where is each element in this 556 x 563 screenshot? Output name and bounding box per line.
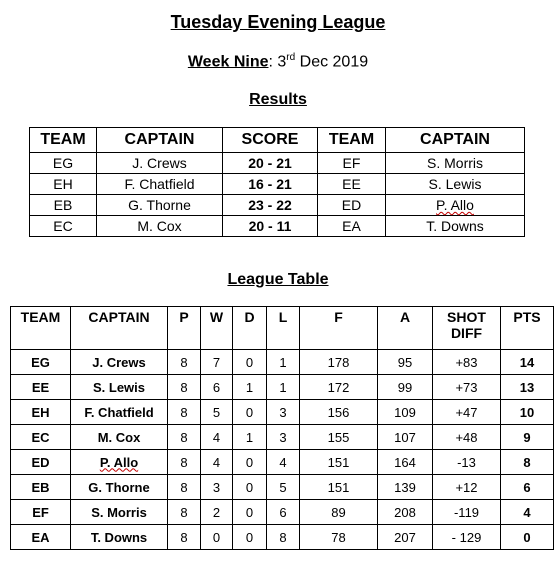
results-cell-team-away: ED [318, 195, 386, 216]
league-header-played: P [168, 307, 201, 350]
league-cell-shot-diff: -13 [433, 450, 501, 475]
results-cell-team: EC [30, 216, 97, 237]
league-header-row [11, 307, 554, 350]
league-cell-lost: 4 [267, 450, 300, 475]
league-cell-played: 8 [168, 500, 201, 525]
week-separator: : [268, 53, 278, 71]
results-cell-captain: J. Crews [97, 153, 223, 174]
league-row [11, 400, 554, 425]
league-cell-captain: S. Lewis [71, 375, 168, 400]
league-cell-against: 207 [378, 525, 433, 550]
league-cell-against: 208 [378, 500, 433, 525]
results-header-captain: CAPTAIN [97, 128, 223, 153]
league-cell-for: 151 [300, 450, 378, 475]
league-cell-points: 10 [501, 400, 554, 425]
league-cell-for: 155 [300, 425, 378, 450]
results-cell-team: EG [30, 153, 97, 174]
league-table-heading: League Table [227, 271, 329, 288]
results-cell-team: EB [30, 195, 97, 216]
league-cell-shot-diff: +47 [433, 400, 501, 425]
results-table [29, 127, 525, 237]
league-cell-played: 8 [168, 375, 201, 400]
league-header-lost: L [267, 307, 300, 350]
league-cell-won: 7 [201, 350, 233, 375]
results-header-team: TEAM [30, 128, 97, 153]
league-row [11, 425, 554, 450]
results-cell-captain-away: S. Lewis [386, 174, 525, 195]
league-cell-points: 8 [501, 450, 554, 475]
league-cell-shot-diff: - 129 [433, 525, 501, 550]
league-cell-lost: 3 [267, 400, 300, 425]
league-cell-against: 99 [378, 375, 433, 400]
results-cell-score: 20 - 21 [223, 153, 318, 174]
league-cell-against: 107 [378, 425, 433, 450]
page-title: Tuesday Evening League [170, 12, 386, 32]
league-cell-team: EB [11, 475, 71, 500]
results-row [30, 174, 525, 195]
league-cell-team: ED [11, 450, 71, 475]
results-row [30, 216, 525, 237]
league-cell-against: 139 [378, 475, 433, 500]
league-cell-won: 4 [201, 450, 233, 475]
league-header-shot-diff: SHOT DIFF [433, 307, 501, 350]
league-cell-captain: T. Downs [71, 525, 168, 550]
league-cell-captain: M. Cox [71, 425, 168, 450]
league-cell-lost: 5 [267, 475, 300, 500]
league-cell-lost: 8 [267, 525, 300, 550]
results-cell-captain-away: T. Downs [386, 216, 525, 237]
results-cell-team-away: EE [318, 174, 386, 195]
league-cell-captain: F. Chatfield [71, 400, 168, 425]
league-cell-played: 8 [168, 475, 201, 500]
results-header-team-away: TEAM [318, 128, 386, 153]
league-cell-played: 8 [168, 400, 201, 425]
league-cell-captain [71, 450, 168, 475]
league-cell-captain: S. Morris [71, 500, 168, 525]
league-cell-against: 164 [378, 450, 433, 475]
league-cell-for: 78 [300, 525, 378, 550]
results-cell-team-away: EF [318, 153, 386, 174]
league-cell-drawn: 0 [233, 525, 267, 550]
results-cell-captain: F. Chatfield [97, 174, 223, 195]
league-cell-team: EG [11, 350, 71, 375]
league-cell-shot-diff: -119 [433, 500, 501, 525]
league-cell-played: 8 [168, 525, 201, 550]
league-cell-won: 0 [201, 525, 233, 550]
league-cell-played: 8 [168, 450, 201, 475]
league-cell-won: 3 [201, 475, 233, 500]
results-cell-score: 16 - 21 [223, 174, 318, 195]
league-cell-won: 4 [201, 425, 233, 450]
league-cell-shot-diff: +48 [433, 425, 501, 450]
league-cell-team: EA [11, 525, 71, 550]
league-header-for: F [300, 307, 378, 350]
league-row [11, 350, 554, 375]
league-header-drawn: D [233, 307, 267, 350]
results-cell-score: 23 - 22 [223, 195, 318, 216]
league-row [11, 525, 554, 550]
league-cell-drawn: 1 [233, 375, 267, 400]
league-cell-team: EE [11, 375, 71, 400]
league-cell-drawn: 0 [233, 450, 267, 475]
results-cell-team: EH [30, 174, 97, 195]
league-cell-points: 9 [501, 425, 554, 450]
league-header-team: TEAM [11, 307, 71, 350]
spellcheck-underlined-text: P. Allo [99, 454, 139, 470]
spellcheck-underlined-text: P. Allo [436, 197, 474, 213]
league-cell-drawn: 1 [233, 425, 267, 450]
league-cell-played: 8 [168, 350, 201, 375]
league-cell-lost: 3 [267, 425, 300, 450]
league-cell-team: EH [11, 400, 71, 425]
league-cell-won: 2 [201, 500, 233, 525]
league-cell-for: 151 [300, 475, 378, 500]
week-day-ordinal: rd [286, 52, 296, 63]
results-cell-captain: G. Thorne [97, 195, 223, 216]
league-row [11, 500, 554, 525]
league-cell-drawn: 0 [233, 400, 267, 425]
results-header-score: SCORE [223, 128, 318, 153]
league-cell-drawn: 0 [233, 475, 267, 500]
league-cell-for: 89 [300, 500, 378, 525]
league-cell-points: 6 [501, 475, 554, 500]
league-cell-lost: 1 [267, 375, 300, 400]
results-row [30, 195, 525, 216]
league-cell-for: 172 [300, 375, 378, 400]
league-cell-against: 95 [378, 350, 433, 375]
league-cell-shot-diff: +12 [433, 475, 501, 500]
league-cell-team: EF [11, 500, 71, 525]
results-header-captain-away: CAPTAIN [386, 128, 525, 153]
league-cell-points: 13 [501, 375, 554, 400]
league-cell-lost: 6 [267, 500, 300, 525]
week-date-rest: Dec 2019 [295, 53, 369, 71]
league-cell-shot-diff: +83 [433, 350, 501, 375]
results-row [30, 153, 525, 174]
week-label: Week Nine [187, 53, 269, 71]
results-cell-captain-away [386, 195, 525, 216]
league-cell-for: 156 [300, 400, 378, 425]
league-header-points: PTS [501, 307, 554, 350]
league-header-won: W [201, 307, 233, 350]
league-row [11, 450, 554, 475]
league-cell-drawn: 0 [233, 350, 267, 375]
league-cell-shot-diff: +73 [433, 375, 501, 400]
league-cell-played: 8 [168, 425, 201, 450]
league-cell-drawn: 0 [233, 500, 267, 525]
league-row [11, 375, 554, 400]
league-cell-captain: J. Crews [71, 350, 168, 375]
league-cell-for: 178 [300, 350, 378, 375]
results-cell-captain: M. Cox [97, 216, 223, 237]
results-cell-captain-away: S. Morris [386, 153, 525, 174]
league-cell-lost: 1 [267, 350, 300, 375]
league-cell-captain: G. Thorne [71, 475, 168, 500]
results-header-row [30, 128, 525, 153]
league-table [10, 306, 554, 550]
league-cell-points: 4 [501, 500, 554, 525]
league-cell-team: EC [11, 425, 71, 450]
league-header-against: A [378, 307, 433, 350]
results-heading: Results [249, 91, 307, 108]
week-date-line [0, 52, 556, 71]
league-cell-points: 0 [501, 525, 554, 550]
league-cell-points: 14 [501, 350, 554, 375]
league-row [11, 475, 554, 500]
league-cell-won: 6 [201, 375, 233, 400]
league-cell-won: 5 [201, 400, 233, 425]
results-cell-team-away: EA [318, 216, 386, 237]
results-cell-score: 20 - 11 [223, 216, 318, 237]
week-day: 3 [277, 53, 287, 71]
league-header-captain: CAPTAIN [71, 307, 168, 350]
league-cell-against: 109 [378, 400, 433, 425]
